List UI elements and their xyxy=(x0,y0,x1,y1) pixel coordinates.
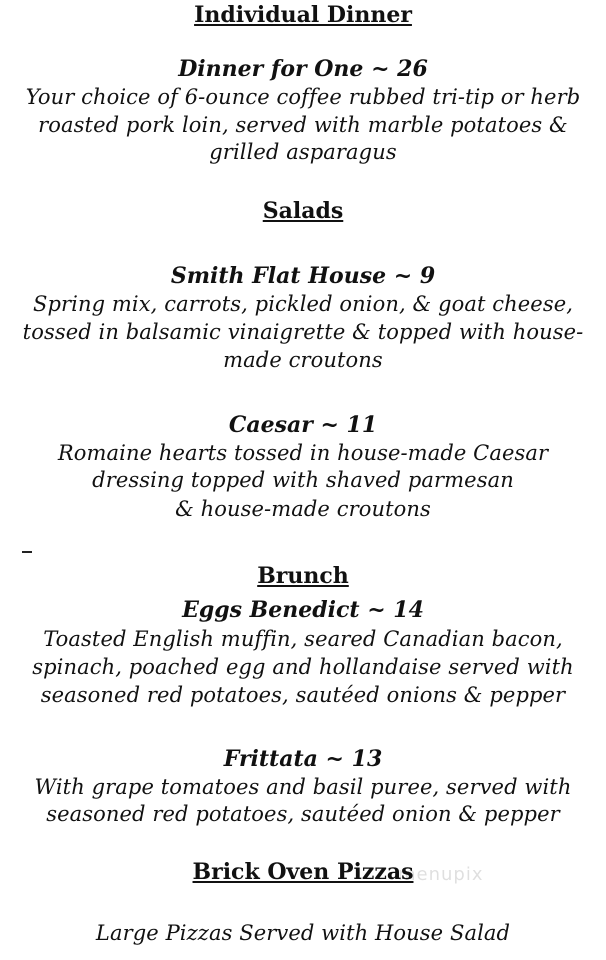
item-desc-line: seasoned red potatoes, sautéed onions & pepper xyxy=(40,683,566,707)
item-desc-line: made croutons xyxy=(223,348,383,372)
item-desc-line: Romaine hearts tossed in house-made Caesar xyxy=(57,441,549,465)
item-desc-line: grilled asparagus xyxy=(209,140,397,164)
separator-dash xyxy=(22,551,32,553)
pizza-note: Large Pizzas Served with House Salad xyxy=(95,921,511,945)
section-heading-salads: Salads xyxy=(262,198,344,224)
item-title-frittata: Frittata ~ 13 xyxy=(223,746,383,772)
item-desc-line: spinach, poached egg and hollandaise served with xyxy=(32,655,574,679)
item-title-smith-flat-house: Smith Flat House ~ 9 xyxy=(170,263,436,289)
item-desc-line: Toasted English muffin, seared Canadian bacon, xyxy=(43,627,563,651)
item-title-eggs-benedict: Eggs Benedict ~ 14 xyxy=(182,597,424,623)
item-desc-line: With grape tomatoes and basil puree, served with xyxy=(34,775,572,799)
item-desc-line: Your choice of 6-ounce coffee rubbed tri-tip or herb xyxy=(25,85,581,109)
item-desc-line: tossed in balsamic vinaigrette & topped with house- xyxy=(22,320,584,344)
item-title-dinner-for-one: Dinner for One ~ 26 xyxy=(178,56,428,82)
item-desc-line: roasted pork loin, served with marble potatoes & xyxy=(38,113,568,137)
section-heading-individual-dinner: Individual Dinner xyxy=(194,2,412,28)
section-heading-brick-oven-pizzas: Brick Oven Pizzas xyxy=(192,859,414,885)
item-desc-line: seasoned red potatoes, sautéed onion & pepper xyxy=(46,802,560,826)
item-desc-line: dressing topped with shaved parmesan xyxy=(92,468,514,492)
item-title-caesar: Caesar ~ 11 xyxy=(228,412,378,438)
section-heading-brunch: Brunch xyxy=(257,563,349,589)
item-desc-line: & house-made croutons xyxy=(175,497,431,521)
watermark-text: menupix xyxy=(398,864,484,885)
item-desc-line: Spring mix, carrots, pickled onion, & goat cheese, xyxy=(32,292,574,316)
